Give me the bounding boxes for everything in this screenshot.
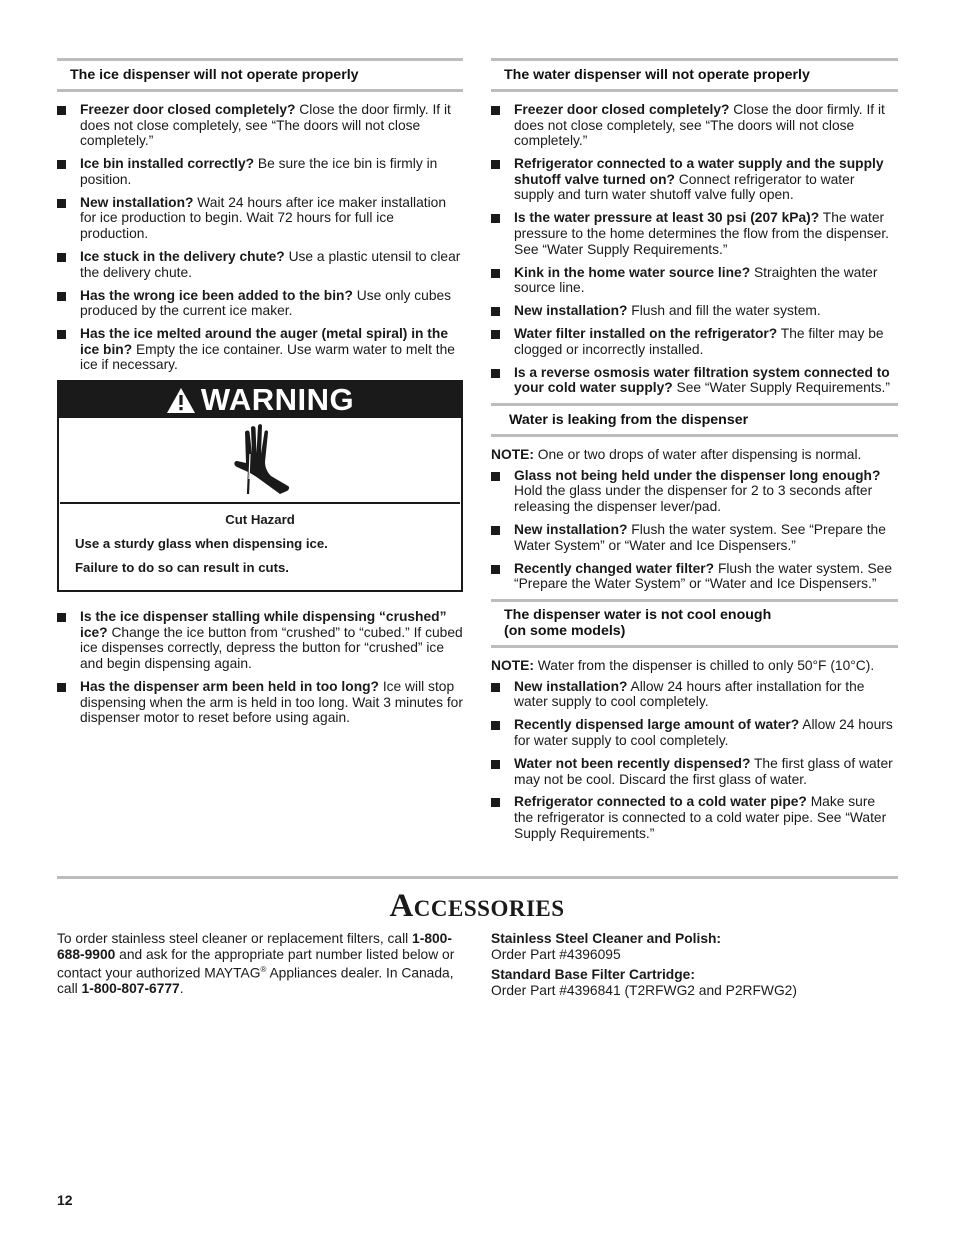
list-item: Water filter installed on the refrigerator? The filter may be clogged or incorrectly installed. bbox=[491, 326, 898, 357]
right-column bbox=[491, 58, 898, 849]
bullet-square-icon bbox=[57, 253, 66, 262]
warning-hazard-title: Cut Hazard bbox=[225, 512, 295, 528]
list-item: Is a reverse osmosis water filtration system connected to your cold water supply? See “Water Supply Requirements.” bbox=[491, 365, 898, 396]
list-item: Has the wrong ice been added to the bin? Use only cubes produced by the current ice maker. bbox=[57, 288, 463, 319]
leak-note: NOTE: One or two drops of water after dispensing is normal. bbox=[491, 447, 862, 463]
accessories-title: Accessories bbox=[389, 888, 565, 924]
list-item: Is the water pressure at least 30 psi (207 kPa)? The water pressure to the home determines the flow from the dispenser. See “Water Supply Requirements.” bbox=[491, 210, 898, 257]
cool-section-title: The dispenser water is not cool enough (on some models) bbox=[491, 599, 898, 648]
list-item: Freezer door closed completely? Close the door firmly. If it does not close completely, see “The doors will not close completely.” bbox=[57, 102, 463, 149]
bullet-square-icon bbox=[491, 526, 500, 535]
bullet-square-icon bbox=[57, 683, 66, 692]
list-item: Freezer door closed completely? Close the door firmly. If it does not close completely, see “The doors will not close completely.” bbox=[491, 102, 898, 149]
bullet-square-icon bbox=[57, 292, 66, 301]
list-item: New installation? Flush and fill the water system. bbox=[491, 303, 898, 319]
warning-triangle-icon bbox=[166, 387, 196, 414]
bullet-square-icon bbox=[491, 798, 500, 807]
part-item: Standard Base Filter Cartridge: Order Part #4396841 (T2RFWG2 and P2RFWG2) bbox=[491, 967, 797, 998]
warning-banner bbox=[59, 382, 461, 418]
bullet-square-icon bbox=[491, 269, 500, 278]
bullet-square-icon bbox=[491, 760, 500, 769]
list-item: Glass not being held under the dispenser long enough? Hold the glass under the dispenser for 2 to 3 seconds after releasing the dispenser lever/pad. bbox=[491, 468, 898, 515]
ice-troubleshoot-list-continued bbox=[57, 609, 463, 726]
accessories-intro: To order stainless steel cleaner or replacement filters, call 1-800-688-9900 and ask for the appropriate part number listed below or contact your authorized MAYTAG® Appliances dealer. In Canada, call 1-800-807-6777. bbox=[57, 931, 455, 997]
list-item: Recently changed water filter? Flush the water system. See “Prepare the Water System” or “Water and Ice Dispensers.” bbox=[491, 561, 898, 592]
bullet-square-icon bbox=[491, 565, 500, 574]
list-item: Ice bin installed correctly? Be sure the ice bin is firmly in position. bbox=[57, 156, 463, 187]
bullet-square-icon bbox=[57, 106, 66, 115]
list-item: Is the ice dispenser stalling while dispensing “crushed” ice? Change the ice button from “crushed” to “cubed.” If cubed ice dispenses correctly, depress the button for “crushed” ice and begin dispensing again. bbox=[57, 609, 463, 671]
list-item: New installation? Wait 24 hours after ice maker installation for ice production to begin. Wait 72 hours for full ice production. bbox=[57, 195, 463, 242]
bullet-square-icon bbox=[491, 721, 500, 730]
ice-section-title: The ice dispenser will not operate properly bbox=[57, 58, 463, 92]
list-item: New installation? Allow 24 hours after installation for the water supply to cool completely. bbox=[491, 679, 898, 710]
warning-label: WARNING bbox=[200, 382, 355, 418]
list-item: Has the ice melted around the auger (metal spiral) in the ice bin? Empty the ice container. Use warm water to melt the ice if necessary. bbox=[57, 326, 463, 373]
phone-us: 1-800-688-9900 bbox=[57, 931, 452, 962]
page-number: 12 bbox=[57, 1192, 73, 1208]
leak-section-title: Water is leaking from the dispenser bbox=[491, 403, 898, 437]
warning-line-1: Use a sturdy glass when dispensing ice. bbox=[75, 536, 328, 552]
bullet-square-icon bbox=[491, 472, 500, 481]
list-item: Kink in the home water source line? Straighten the water source line. bbox=[491, 265, 898, 296]
warning-line-2: Failure to do so can result in cuts. bbox=[75, 560, 289, 576]
ice-troubleshoot-list bbox=[57, 102, 463, 373]
accessories-divider bbox=[57, 876, 898, 879]
list-item: Water not been recently dispensed? The first glass of water may not be cool. Discard the first glass of water. bbox=[491, 756, 898, 787]
water-troubleshoot-list bbox=[491, 102, 898, 396]
list-item: Has the dispenser arm been held in too long? Ice will stop dispensing when the arm is held in too long. Wait 3 minutes for dispenser motor to reset before using again. bbox=[57, 679, 463, 726]
list-item: Recently dispensed large amount of water? Allow 24 hours for water supply to cool completely. bbox=[491, 717, 898, 748]
water-section-title: The water dispenser will not operate properly bbox=[491, 58, 898, 92]
bullet-square-icon bbox=[491, 307, 500, 316]
bullet-square-icon bbox=[57, 199, 66, 208]
bullet-square-icon bbox=[491, 369, 500, 378]
bullet-square-icon bbox=[491, 683, 500, 692]
cool-troubleshoot-list bbox=[491, 679, 898, 842]
bullet-square-icon bbox=[57, 613, 66, 622]
cool-note: NOTE: Water from the dispenser is chilled to only 50°F (10°C). bbox=[491, 658, 875, 674]
leak-troubleshoot-list bbox=[491, 468, 898, 592]
bullet-square-icon bbox=[491, 106, 500, 115]
bullet-square-icon bbox=[57, 160, 66, 169]
list-item: Refrigerator connected to a cold water pipe? Make sure the refrigerator is connected to a cold water pipe. See “Water Supply Requirements.” bbox=[491, 794, 898, 841]
part-item: Stainless Steel Cleaner and Polish: Order Part #4396095 bbox=[491, 931, 722, 962]
accessories-parts-list bbox=[491, 931, 898, 1003]
phone-canada: 1-800-807-6777 bbox=[81, 981, 180, 997]
left-column bbox=[57, 58, 463, 733]
bullet-square-icon bbox=[491, 160, 500, 169]
list-item: Refrigerator connected to a water supply and the supply shutoff valve turned on? Connect refrigerator to water supply and turn water shutoff valve fully open. bbox=[491, 156, 898, 203]
bullet-square-icon bbox=[57, 330, 66, 339]
list-item: Ice stuck in the delivery chute? Use a plastic utensil to clear the delivery chute. bbox=[57, 249, 463, 280]
cut-hand-icon bbox=[225, 424, 295, 496]
bullet-square-icon bbox=[491, 330, 500, 339]
list-item: New installation? Flush the water system. See “Prepare the Water System” or “Water and Ice Dispensers.” bbox=[491, 522, 898, 553]
warning-box bbox=[57, 380, 463, 592]
bullet-square-icon bbox=[491, 214, 500, 223]
